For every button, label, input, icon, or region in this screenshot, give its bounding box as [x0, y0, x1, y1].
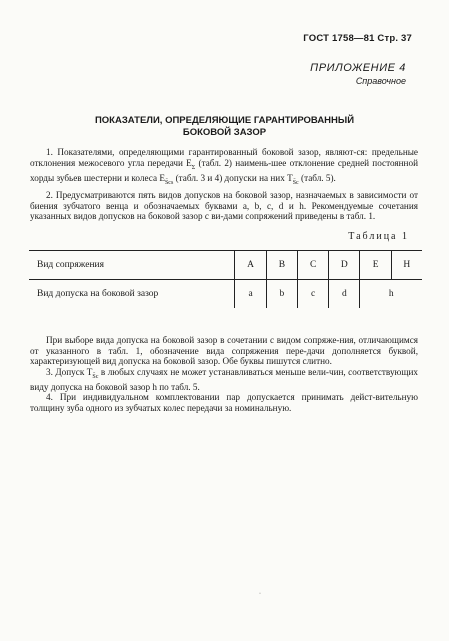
paragraph-2: 2. Предусматриваются пять видов допусков на боковой зазор, назначаемых в зависимости от биения зубчатого венца и обозначаемых буквами a, b, c, d и h. Рекомендуемые сочетания указанных видов допусков на боковой зазор с ви-дами сопряжений приведены в табл. 1.: [30, 190, 418, 222]
p4-part-a: 3. Допуск T: [46, 366, 93, 377]
p1-part-a: 1. Показателями, определяющими гарантированный боковой зазор, являют-ся: предельные отклонения межосевого угла передачи E: [30, 147, 418, 168]
mating-cell-a: A: [235, 251, 266, 280]
section-title-line2: БОКОВОЙ ЗАЗОР: [182, 127, 267, 138]
tolerance-cell-b: b: [266, 280, 297, 309]
p1-part-b: (табл. 2) наимень-шее отклонение средней постоянной хорды зубьев шестерни и колеса E: [30, 157, 418, 183]
paragraph-1: [30, 147, 418, 188]
appendix-block: [310, 62, 406, 86]
appendix-title: ПРИЛОЖЕНИЕ 4: [310, 62, 406, 74]
table-row-tolerance: [29, 280, 422, 309]
tolerance-cell-h: h: [360, 280, 422, 309]
body-text-bottom: [30, 335, 418, 413]
page-header: ГОСТ 1758—81 Стр. 37: [303, 33, 412, 44]
p4-part-b: в любых случаях не может устанавливаться меньше вели-чин, соответствующих виду допуска на боковой зазор h по табл. 5.: [30, 366, 418, 392]
tolerance-cell-d: d: [329, 280, 360, 309]
p1-sub-c: S̄c: [292, 179, 299, 186]
mating-cell-d: D: [329, 251, 360, 280]
mating-cell-h: H: [391, 251, 422, 280]
tolerance-cell-a: a: [235, 280, 266, 309]
section-title-line1: ПОКАЗАТЕЛИ, ОПРЕДЕЛЯЮЩИЕ ГАРАНТИРОВАННЫЙ: [94, 115, 355, 126]
p1-part-c: (табл. 3 и 4) допуски на них T: [173, 172, 293, 183]
paragraph-3: При выборе вида допуска на боковой зазор в сочетании с видом сопряже-ния, отличающимся от указанного в табл. 1, обозначение вида сопряжения пере-дачи дополняется буквой, характеризующей вид допуска на боковой зазор. Обе буквы пишутся слитно.: [30, 335, 418, 366]
tolerance-cell-c: c: [297, 280, 328, 309]
paragraph-5: 4. При индивидуальном комплектовании пар допускается принимать дейст-вительную толщину зуба одного из зубчатых колес передачи за номинальную.: [30, 392, 418, 413]
p1-sub-b: S̄cs: [164, 179, 174, 186]
table-label-tolerance: Вид допуска на боковой зазор: [37, 289, 159, 299]
paragraph-4: [30, 367, 418, 393]
appendix-subtitle: Справочное: [355, 76, 406, 86]
p4-sub-a: S̄c: [92, 373, 99, 380]
mating-cell-e: E: [360, 251, 391, 280]
table-label-mating: Вид сопряжения: [29, 251, 235, 280]
table-1: [29, 250, 422, 308]
mating-cell-c: C: [297, 251, 328, 280]
mating-cell-b: B: [266, 251, 297, 280]
section-title: [0, 115, 449, 139]
p1-sub-a: Σ: [191, 164, 196, 171]
p1-part-d: (табл. 5).: [298, 172, 336, 183]
body-text-top: [30, 147, 418, 222]
scan-speck: ·: [259, 591, 261, 597]
table-caption: Таблица 1: [348, 231, 409, 242]
table-row-mating: [29, 251, 422, 280]
